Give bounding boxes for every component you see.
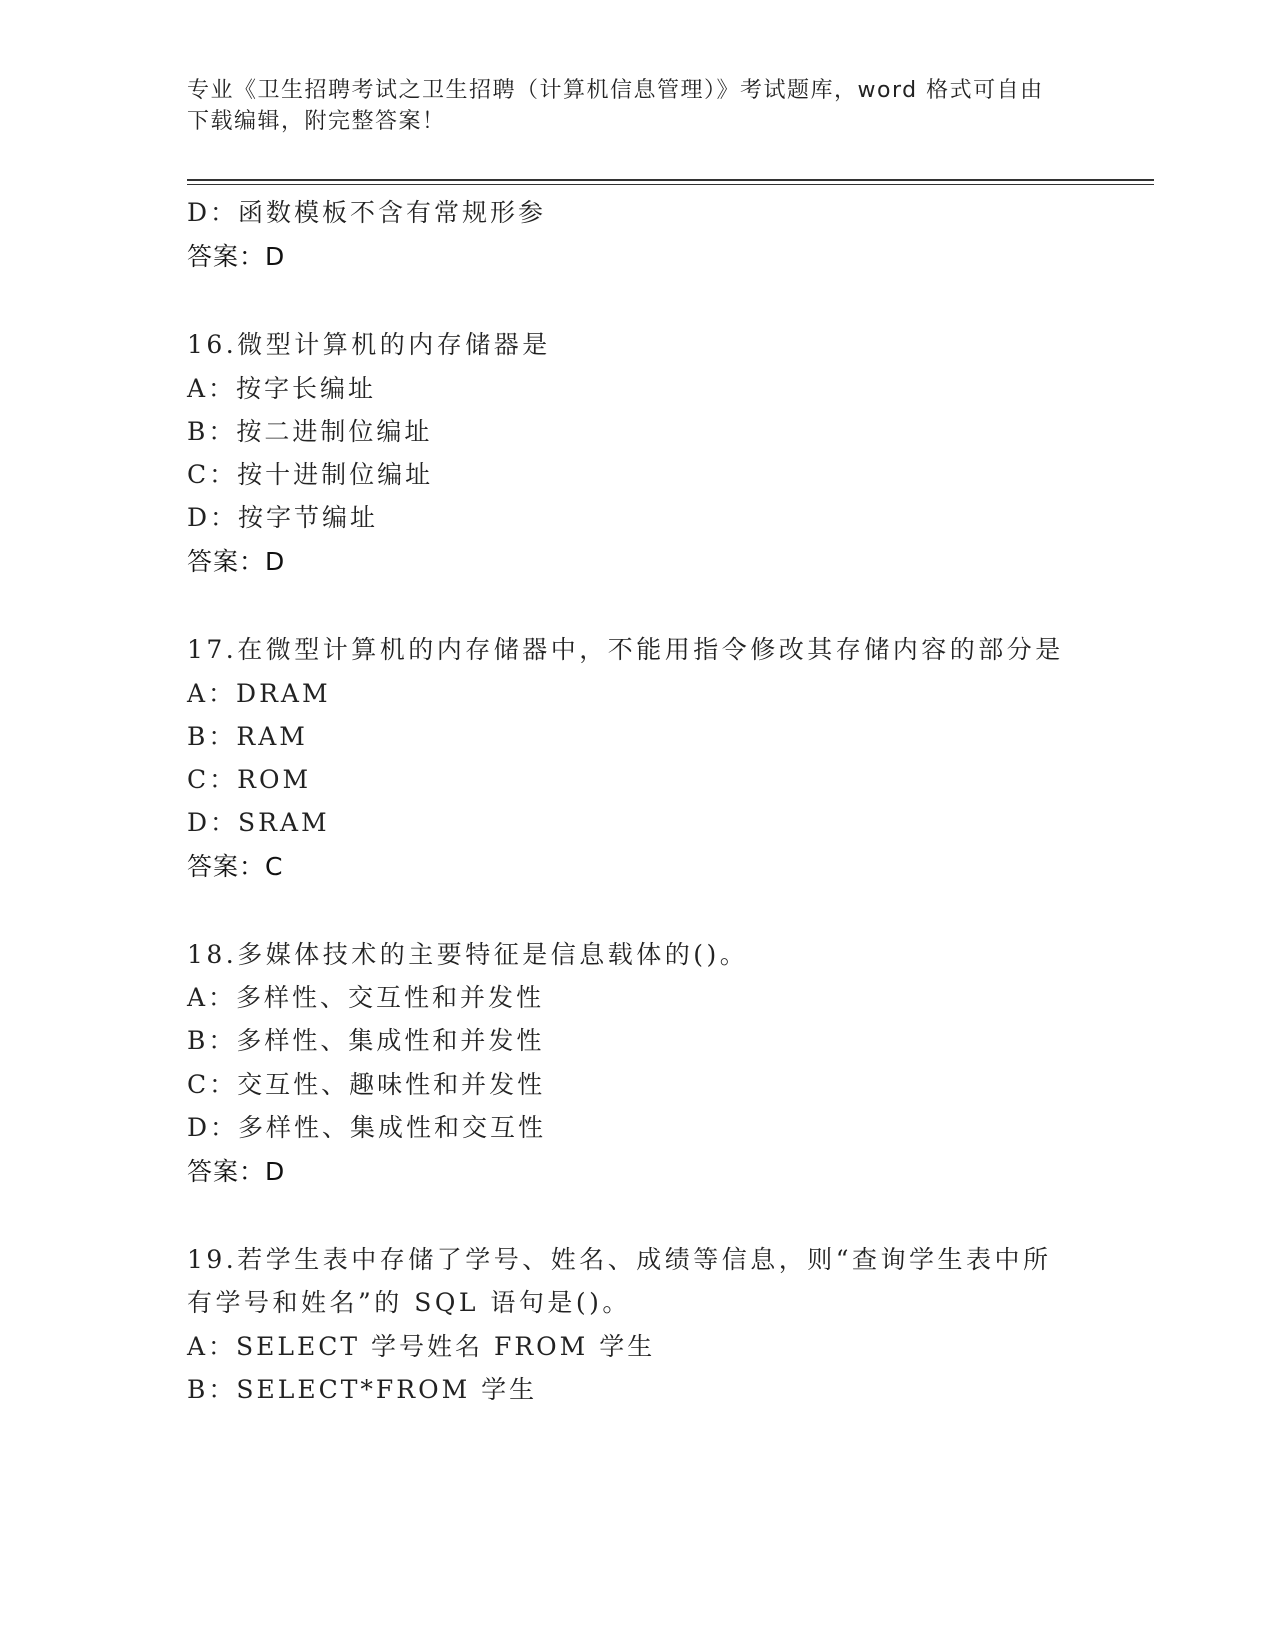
answer: 答案：D: [187, 242, 286, 271]
question-18-stem: 18.多媒体技术的主要特征是信息载体的()。: [187, 940, 749, 969]
document-header: 专业《卫生招聘考试之卫生招聘（计算机信息管理）》考试题库，word 格式可自由下载编辑，附完整答案！: [187, 78, 1044, 134]
question-19-stem-line2: 有学号和姓名”的 SQL 语句是()。: [187, 1288, 631, 1317]
question-19-option-b: B：SELECT*FROM 学生: [187, 1375, 538, 1404]
question-17-option-a: A：DRAM: [187, 679, 331, 708]
question-16-answer: 答案：D: [187, 547, 286, 576]
question-16-option-b: B：按二进制位编址: [187, 417, 433, 446]
question-17-answer: 答案：C: [187, 852, 284, 881]
option-d: D：函数模板不含有常规形参: [187, 198, 547, 227]
header-divider: [187, 179, 1154, 181]
question-16-option-c: C：按十进制位编址: [187, 460, 434, 489]
question-17-option-b: B：RAM: [187, 722, 308, 751]
question-17-stem: 17.在微型计算机的内存储器中，不能用指令修改其存储内容的部分是: [187, 635, 1064, 664]
question-17-option-d: D：SRAM: [187, 808, 330, 837]
question-18-option-b: B：多样性、集成性和并发性: [187, 1026, 545, 1055]
header-divider-thin: [187, 184, 1154, 185]
question-18-option-c: C：交互性、趣味性和并发性: [187, 1070, 546, 1099]
question-16-stem: 16.微型计算机的内存储器是: [187, 330, 551, 359]
question-16-option-d: D：按字节编址: [187, 503, 379, 532]
question-19-option-a: A：SELECT 学号姓名 FROM 学生: [187, 1332, 656, 1361]
question-18-option-a: A：多样性、交互性和并发性: [187, 983, 545, 1012]
question-19-stem-line1: 19.若学生表中存储了学号、姓名、成绩等信息，则“查询学生表中所: [187, 1245, 1052, 1274]
question-17-option-c: C：ROM: [187, 765, 312, 794]
question-18-answer: 答案：D: [187, 1157, 286, 1186]
question-16-option-a: A：按字长编址: [187, 374, 377, 403]
question-18-option-d: D：多样性、集成性和交互性: [187, 1113, 547, 1142]
